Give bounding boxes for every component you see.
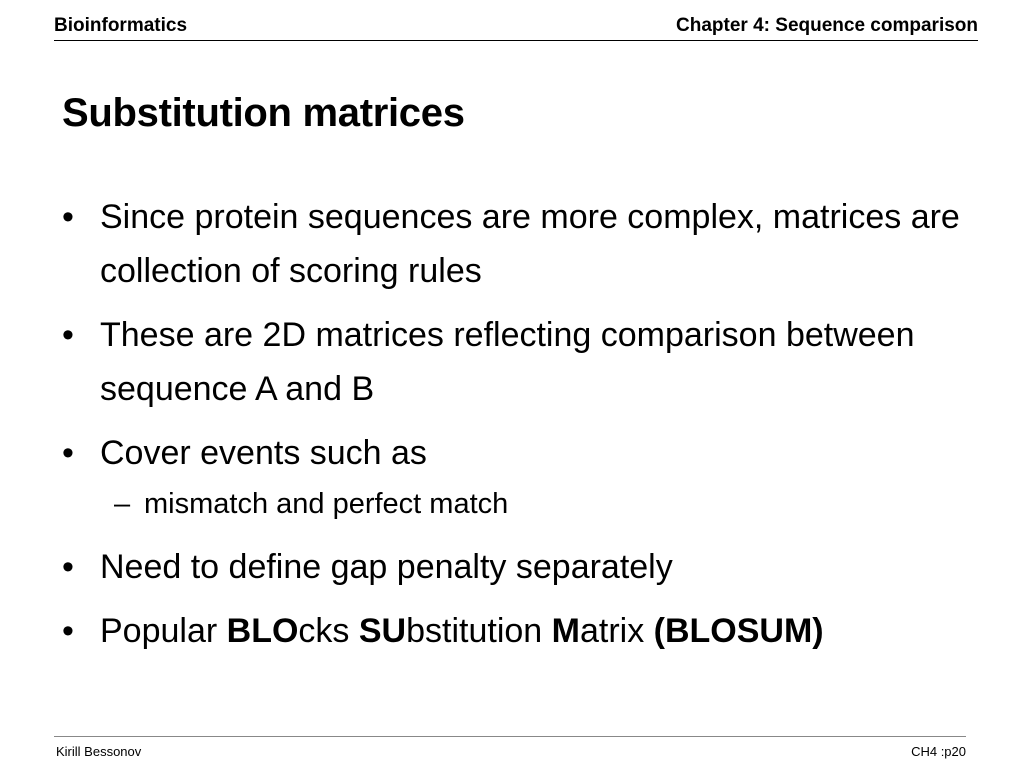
blosum-bold: M <box>551 612 580 650</box>
bullet-text: These are 2D matrices reflecting comparison between sequence A and B <box>100 316 915 408</box>
blosum-part: cks <box>298 612 359 650</box>
blosum-bold: SU <box>358 612 407 650</box>
footer-divider <box>54 736 966 737</box>
bullet-text: Since protein sequences are more complex, matrices are collection of scoring rules <box>100 198 960 290</box>
footer-author: Kirill Bessonov <box>56 744 142 759</box>
slide-header <box>54 14 978 41</box>
bullet-item <box>62 190 962 298</box>
bullet-item <box>62 540 962 594</box>
bullet-icon: • <box>62 434 74 472</box>
blosum-part: bstitution <box>406 612 552 650</box>
bullet-item <box>62 308 962 416</box>
blosum-text <box>100 612 824 650</box>
bullet-text: Cover events such as <box>100 434 427 472</box>
header-course: Bioinformatics <box>54 15 188 36</box>
sub-bullet-text: mismatch and perfect match <box>144 488 509 520</box>
slide-content <box>62 190 962 668</box>
sub-bullet-item <box>62 484 962 524</box>
header-chapter: Chapter 4: Sequence comparison <box>676 15 978 36</box>
blosum-part: Popular <box>100 612 227 650</box>
footer-page-number: CH4 :p20 <box>911 744 966 759</box>
bullet-icon: • <box>62 612 74 650</box>
bullet-icon: • <box>62 548 74 586</box>
blosum-part: atrix <box>579 612 654 650</box>
blosum-bold: BLO <box>226 612 299 650</box>
bullet-text: Need to define gap penalty separately <box>100 548 673 586</box>
blosum-bold: (BLOSUM) <box>653 612 824 650</box>
dash-icon: – <box>114 488 131 520</box>
bullet-item <box>62 426 962 480</box>
slide-title: Substitution matrices <box>62 91 465 135</box>
bullet-icon: • <box>62 316 74 354</box>
bullet-item-blosum <box>62 604 962 658</box>
bullet-icon: • <box>62 198 74 236</box>
